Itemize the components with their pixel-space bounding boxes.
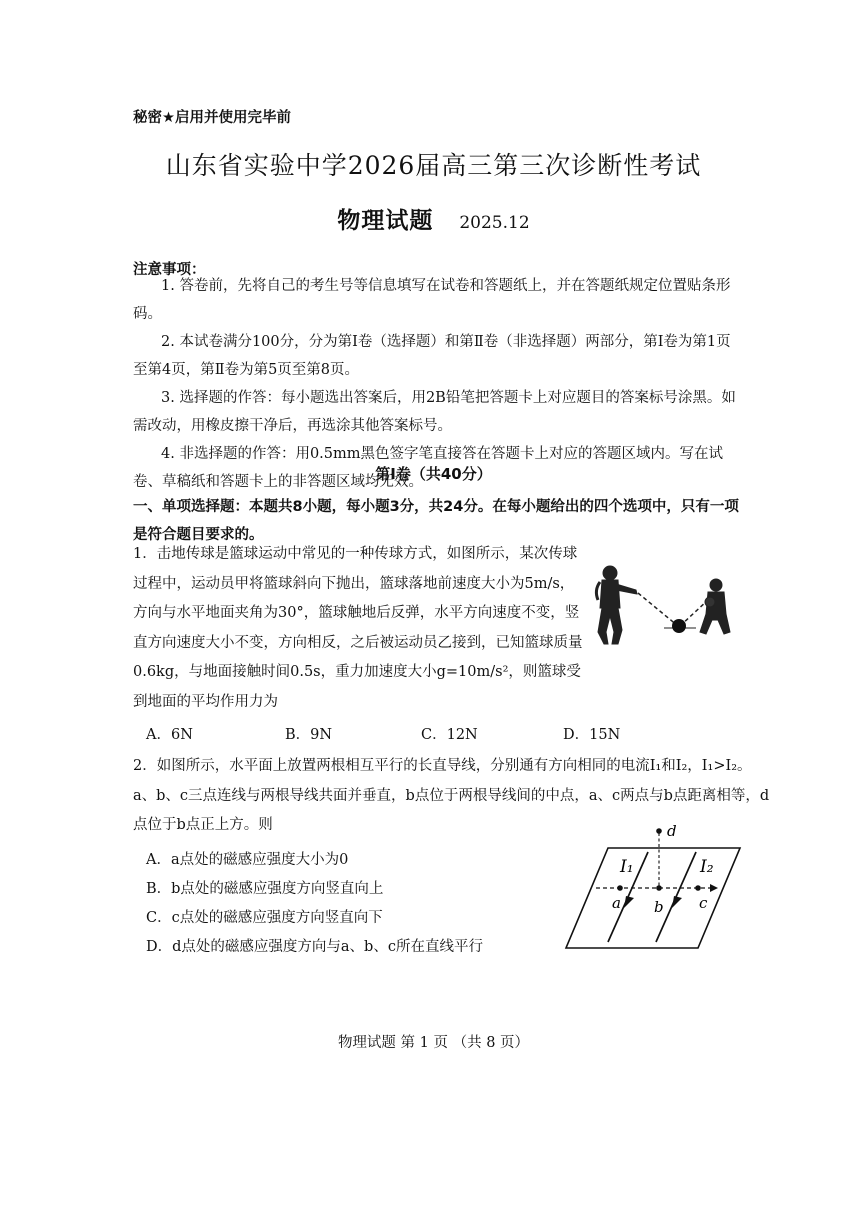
- q2-option-a[interactable]: A．a点处的磁感应强度大小为0: [146, 852, 349, 868]
- notice-item: 3. 选择题的作答：每小题选出答案后，用2B铅笔把答题卡上对应题目的答案标号涂黑。如需改动，用橡皮擦干净后，再选涂其他答案标号。: [133, 390, 736, 434]
- arrow-1-icon: [624, 896, 634, 908]
- exam-date: 2025.12: [459, 213, 530, 233]
- q2-option-b[interactable]: B．b点处的磁感应强度方向竖直向上: [146, 881, 384, 897]
- point-a: [617, 885, 623, 891]
- option-d[interactable]: D．15N: [563, 727, 621, 743]
- arrow-2-icon: [672, 896, 682, 908]
- page-footer: 物理试题 第 1 页 （共 8 页）: [337, 1035, 530, 1051]
- q2-option-c[interactable]: C．c点处的磁感应强度方向竖直向下: [146, 910, 383, 926]
- option-a[interactable]: A．6N: [146, 727, 193, 743]
- question-1-text: 1．击地传球是篮球运动中常见的一种传球方式，如图所示，某次传球过程中，运动员甲将篮球斜向下抛出，篮球落地前速度大小为5m/s，方向与水平地面夹角为30°，篮球触地后反弹，水平方向速度不变，竖直方向速度大小不变，方向相反，之后被运动员乙接到，已知篮球质量0.6kg，与地面接触时间0.5s，重力加速度大小g=10m/s²，则篮球受到地面的平均作用力为: [133, 546, 583, 710]
- label-c: c: [699, 894, 708, 912]
- abc-arrow-icon: [710, 884, 718, 892]
- label-i2: I₂: [700, 857, 714, 877]
- exam-subtitle: [0, 202, 867, 235]
- option-b[interactable]: B．9N: [285, 727, 333, 743]
- exam-title: 山东省实验中学2026届高三第三次诊断性考试: [165, 151, 702, 180]
- notice-heading: 注意事项：: [133, 262, 206, 278]
- option-c[interactable]: C．12N: [421, 727, 478, 743]
- label-a: a: [612, 894, 621, 912]
- wire-figure: [560, 820, 750, 955]
- volume-title: 第Ⅰ卷（共40分）: [375, 465, 492, 483]
- subject-title: 物理试题: [337, 208, 434, 234]
- point-b: [656, 885, 662, 891]
- confidential-mark: 秘密★启用并使用完毕前: [133, 110, 291, 126]
- basketball-icon: [672, 619, 686, 633]
- label-i1: I₁: [620, 857, 634, 877]
- player-yi-figure: [700, 579, 730, 634]
- notice-item: 2. 本试卷满分100分，分为第Ⅰ卷（选择题）和第Ⅱ卷（非选择题）两部分，第Ⅰ卷为第1页至第4页，第Ⅱ卷为第5页至第8页。: [133, 334, 731, 378]
- q2-option-d[interactable]: D．d点处的磁感应强度方向与a、b、c所在直线平行: [146, 939, 483, 955]
- section-heading: 一、单项选择题：本题共8小题，每小题3分，共24分。在每小题给出的四个选项中，只有一项是符合题目要求的。: [133, 499, 739, 543]
- notice-item: 1. 答卷前，先将自己的考生号等信息填写在试卷和答题纸上，并在答题纸规定位置贴条形码。: [133, 278, 731, 322]
- basketball-figure: [590, 560, 750, 660]
- label-d: d: [667, 822, 677, 840]
- player-jia-figure: [596, 566, 637, 644]
- point-c: [695, 885, 701, 891]
- path-down: [638, 593, 678, 626]
- point-d: [656, 828, 662, 834]
- label-b: b: [654, 898, 664, 916]
- question-1-options: [146, 723, 746, 745]
- notice-item: 4. 非选择题的作答：用0.5mm黑色签字笔直接答在答题卡上对应的答题区域内。写在试卷、草稿纸和答题卡上的非答题区域均无效。: [133, 446, 723, 490]
- question-2-text: 2．如图所示，水平面上放置两根相互平行的长直导线，分别通有方向相同的电流I₁和I₂，I₁>I₂。a、b、c三点连线与两根导线共面并垂直，b点位于两根导线间的中点，a、c两点与b点距离相等，d点位于b点正上方。则: [133, 758, 770, 833]
- plane-outline: [566, 848, 740, 948]
